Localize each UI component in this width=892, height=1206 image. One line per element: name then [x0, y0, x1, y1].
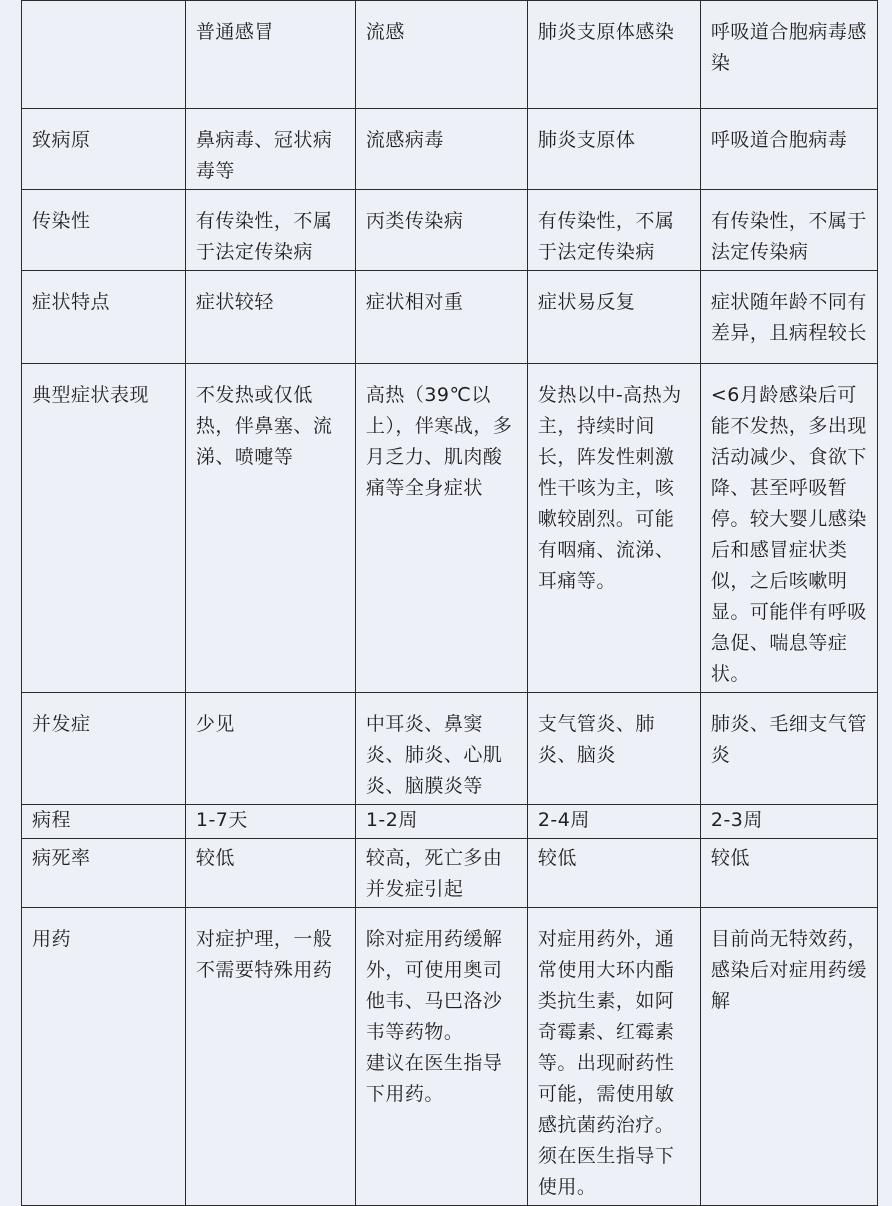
table-cell: 症状相对重 — [355, 271, 527, 364]
table-cell: 有传染性，不属于法定传染病 — [700, 190, 877, 271]
table-cell: 较低 — [185, 839, 355, 908]
table-cell: 丙类传染病 — [355, 190, 527, 271]
table-cell: 1-7天 — [185, 805, 355, 839]
header-cell-mycoplasma: 肺炎支原体感染 — [527, 1, 700, 109]
table-cell: 症状随年龄不同有差异，且病程较长 — [700, 271, 877, 364]
flu-drug-text: 除对症用药缓解外，可使用奥司他韦、马巴洛沙韦等药物。 — [365, 928, 503, 1043]
table-cell: 鼻病毒、冠状病毒等 — [185, 109, 355, 190]
table-cell: 不发热或仅低热，伴鼻塞、流涕、喷嚏等 — [185, 364, 355, 693]
table-cell: 1-2周 — [355, 805, 527, 839]
row-label: 传染性 — [22, 190, 186, 271]
table-cell: 症状较轻 — [185, 271, 355, 364]
table-cell — [355, 908, 527, 1206]
table-row-duration — [22, 805, 878, 839]
header-cell-common-cold: 普通感冒 — [185, 1, 355, 109]
table-cell: 少见 — [185, 693, 355, 805]
table-cell: 肺炎、毛细支气管炎 — [700, 693, 877, 805]
table-cell — [527, 908, 700, 1206]
table-cell: 较低 — [527, 839, 700, 908]
header-cell-influenza: 流感 — [355, 1, 527, 109]
table-row-pathogen — [22, 109, 878, 190]
row-label: 症状特点 — [22, 271, 186, 364]
header-cell-rsv: 呼吸道合胞病毒感染 — [700, 1, 877, 109]
mp-drug-note: 须在医生指导下使用。 — [537, 1145, 675, 1198]
row-label: 病死率 — [22, 839, 186, 908]
table-cell: 支气管炎、肺炎、脑炎 — [527, 693, 700, 805]
row-label: 并发症 — [22, 693, 186, 805]
table-cell: 较高，死亡多由并发症引起 — [355, 839, 527, 908]
table-cell: 有传染性，不属于法定传染病 — [527, 190, 700, 271]
table-cell: <6月龄感染后可能不发热，多出现活动减少、食欲下降、甚至呼吸暂停。较大婴儿感染后和感冒症状类似，之后咳嗽明显。可能伴有呼吸急促、喘息等症状。 — [700, 364, 877, 693]
table-row-symptom-features — [22, 271, 878, 364]
flu-drug-note: 建议在医生指导下用药。 — [365, 1052, 503, 1105]
table-row-typical-symptoms — [22, 364, 878, 693]
table-row-contagion — [22, 190, 878, 271]
row-label: 用药 — [22, 908, 186, 1206]
table-cell: 目前尚无特效药，感染后对症用药缓解 — [700, 908, 877, 1206]
header-row — [22, 1, 878, 109]
table-row-mortality — [22, 839, 878, 908]
table-cell: 肺炎支原体 — [527, 109, 700, 190]
table-cell: 发热以中-高热为主，持续时间长，阵发性刺激性干咳为主，咳嗽较剧烈。可能有咽痛、流涕、耳痛等。 — [527, 364, 700, 693]
table-cell: 较低 — [700, 839, 877, 908]
mp-drug-text: 对症用药外，通常使用大环内酯类抗生素，如阿奇霉素、红霉素等。出现耐药性可能，需使用敏感抗菌药治疗。 — [537, 928, 675, 1136]
table-cell: 症状易反复 — [527, 271, 700, 364]
table-cell: 高热（39℃以上），伴寒战，多月乏力、肌肉酸痛等全身症状 — [355, 364, 527, 693]
table-cell: 流感病毒 — [355, 109, 527, 190]
row-label: 病程 — [22, 805, 186, 839]
table-cell: 对症护理，一般不需要特殊用药 — [185, 908, 355, 1206]
row-label: 典型症状表现 — [22, 364, 186, 693]
row-label: 致病原 — [22, 109, 186, 190]
table-row-complications — [22, 693, 878, 805]
table-cell: 呼吸道合胞病毒 — [700, 109, 877, 190]
header-cell-empty — [22, 1, 186, 109]
comparison-table — [21, 0, 878, 1206]
table-row-medication — [22, 908, 878, 1206]
table-cell: 有传染性，不属于法定传染病 — [185, 190, 355, 271]
table-cell: 2-3周 — [700, 805, 877, 839]
table-cell: 中耳炎、鼻窦炎、肺炎、心肌炎、脑膜炎等 — [355, 693, 527, 805]
table-cell: 2-4周 — [527, 805, 700, 839]
